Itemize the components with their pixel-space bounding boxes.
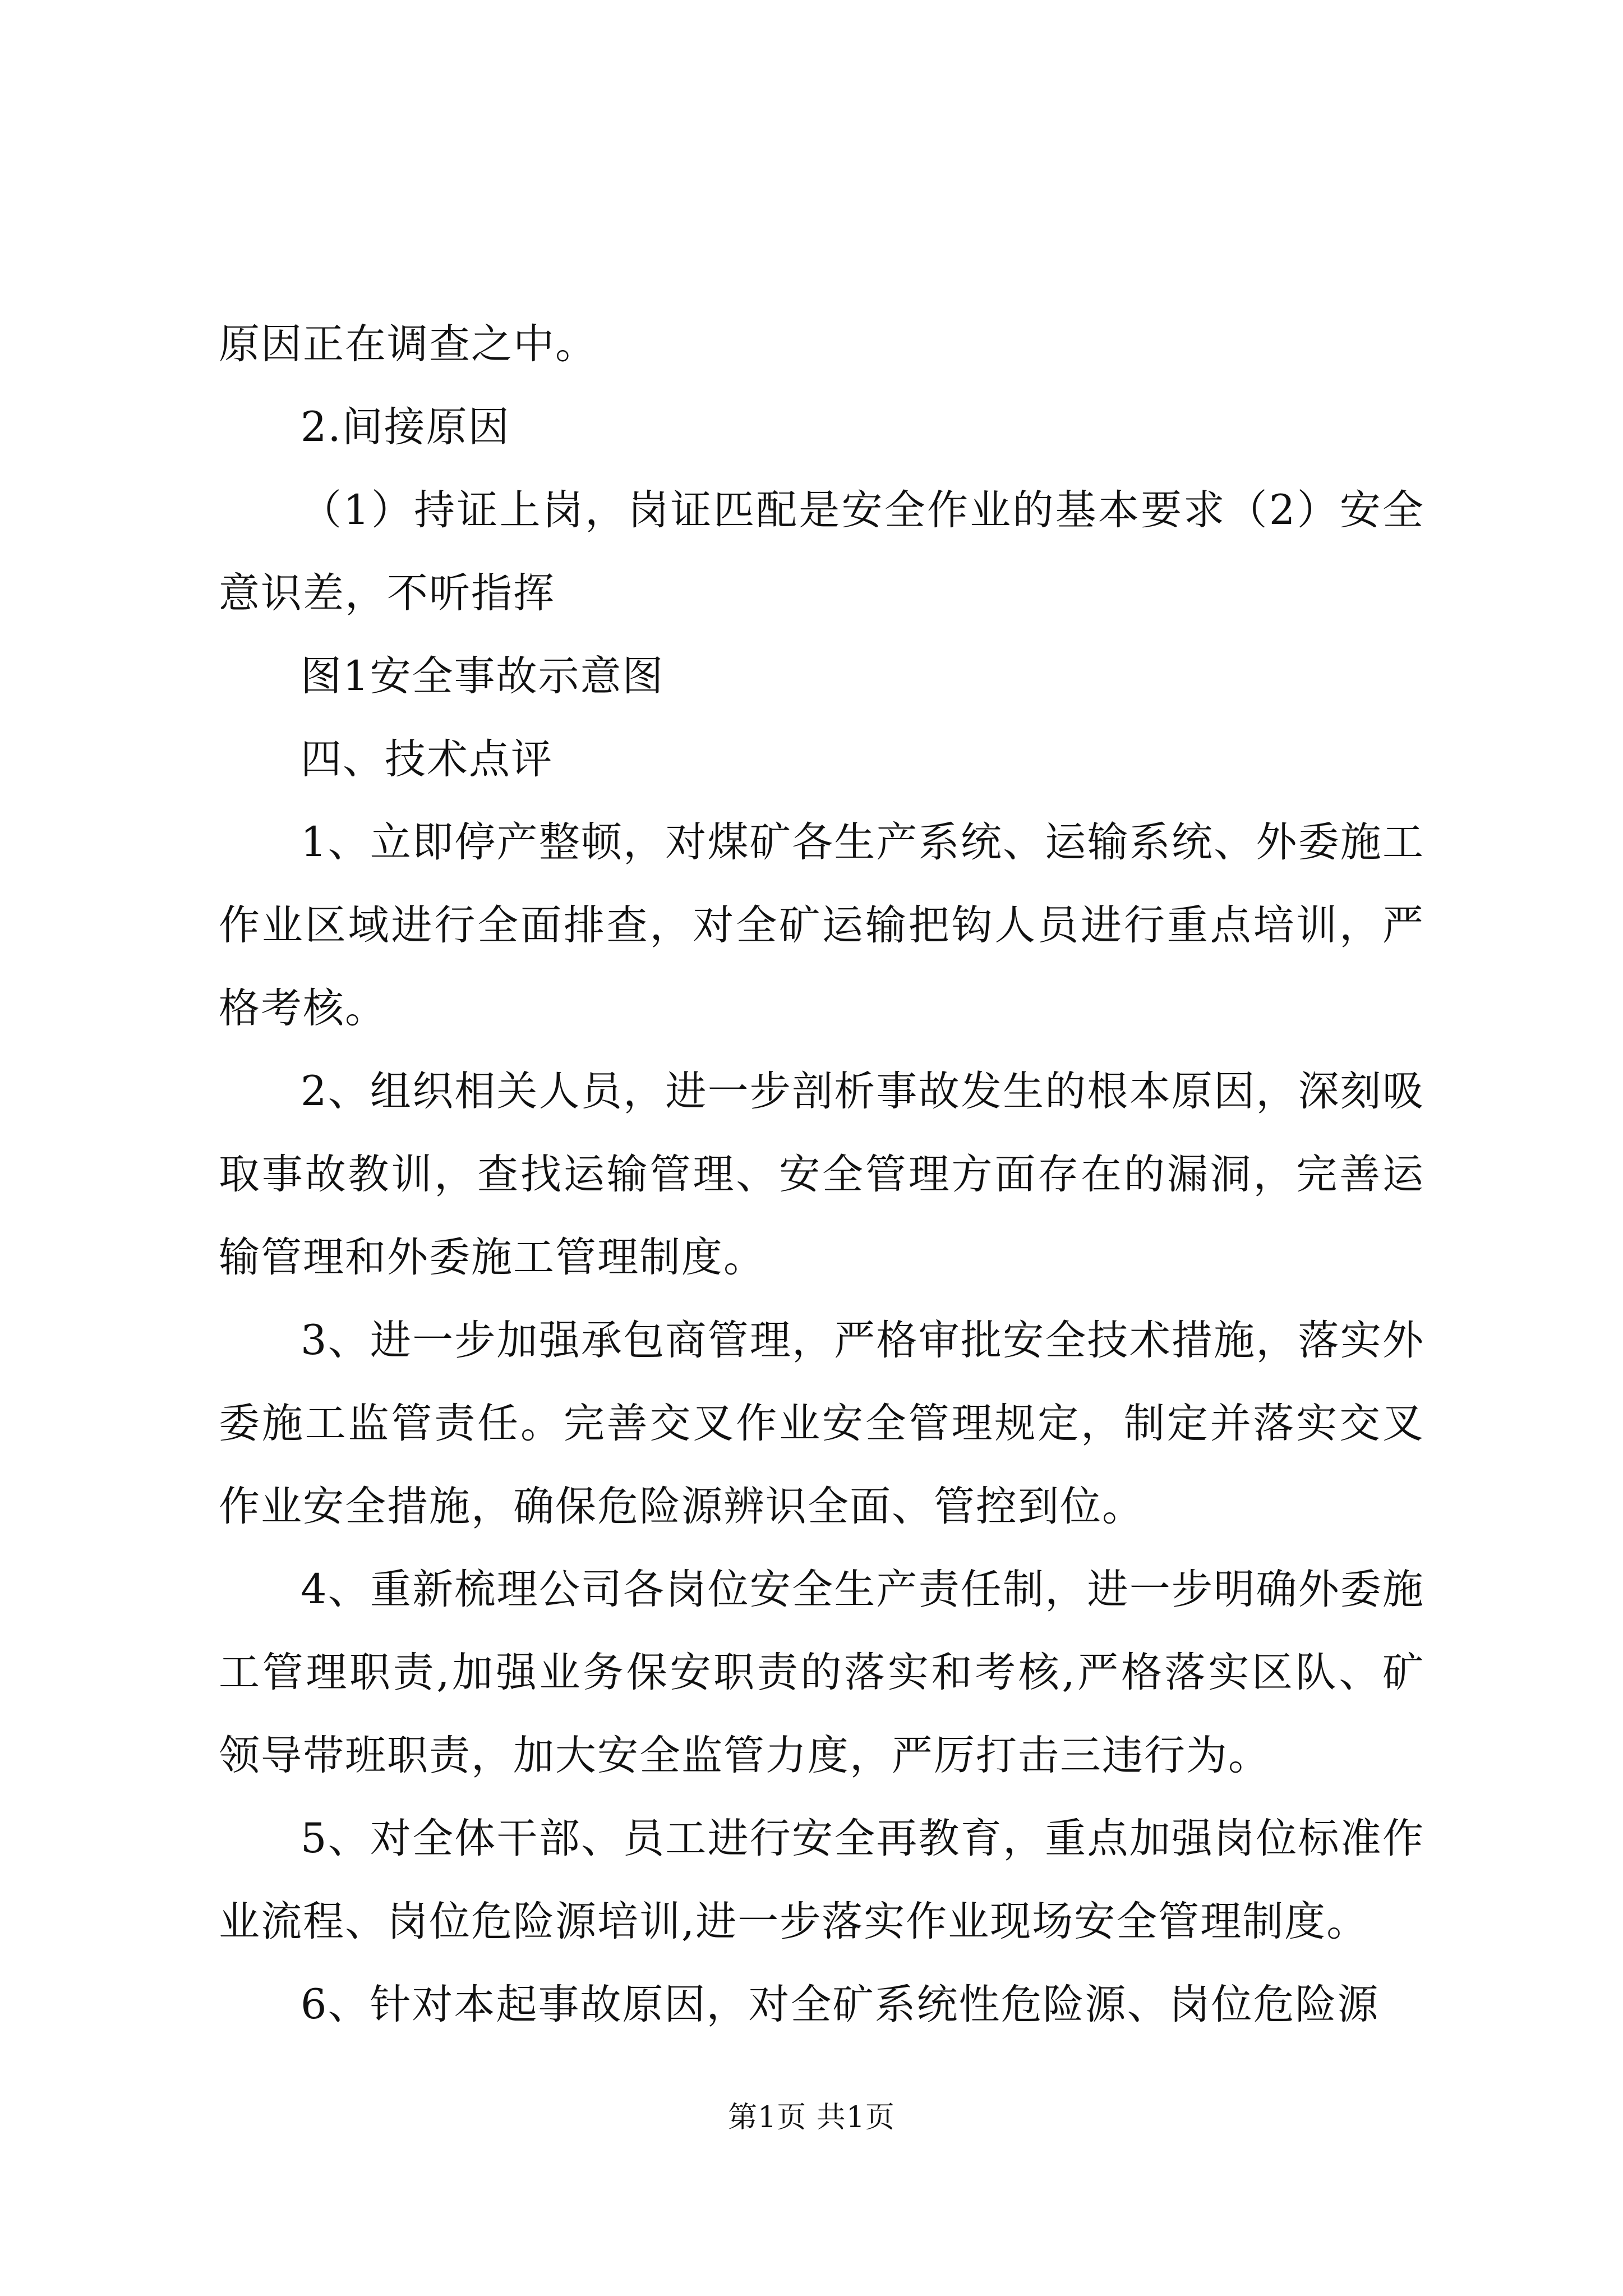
figure-caption: 图1安全事故示意图 [301,652,665,700]
paragraph-3: （1）持证上岗，岗证匹配是安全作业的基本要求（2）安全意识差，不听指挥 [219,486,1424,617]
paragraph-measure-5: 5、对全体干部、员工进行安全再教育，重点加强岗位标准作业流程、岗位危险源培训,进一步落实作业现场安全管理制度。 [219,1815,1424,1945]
document-body [219,303,1424,2046]
paragraph-measure-1: 1、立即停产整顿，对煤矿各生产系统、运输系统、外委施工作业区域进行全面排查，对全矿运输把钩人员进行重点培训，严格考核。 [219,818,1424,1032]
paragraph-measure-2: 2、组织相关人员，进一步剖析事故发生的根本原因，深刻吸取事故教训，查找运输管理、安全管理方面存在的漏洞，完善运输管理和外委施工管理制度。 [219,1068,1424,1281]
paragraph-measure-3: 3、进一步加强承包商管理，严格审批安全技术措施，落实外委施工监管责任。完善交叉作业安全管理规定，制定并落实交叉作业安全措施，确保危险源辨识全面、管控到位。 [219,1317,1424,1530]
paragraph-measure-6: 6、针对本起事故原因，对全矿系统性危险源、岗位危险源 [301,1981,1380,2028]
page-footer [0,2098,1623,2137]
paragraph-measure-4: 4、重新梳理公司各岗位安全生产责任制，进一步明确外委施工管理职责,加强业务保安职责的落实和考核,严格落实区队、矿领导带班职责，加大安全监管力度，严厉打击三违行为。 [219,1566,1424,1779]
paragraph-1: 原因正在调查之中。 [219,320,597,368]
section-heading: 四、技术点评 [301,735,553,783]
paragraph-2: 2.间接原因 [301,403,510,451]
page-number: 第1页 共1页 [728,2101,895,2134]
